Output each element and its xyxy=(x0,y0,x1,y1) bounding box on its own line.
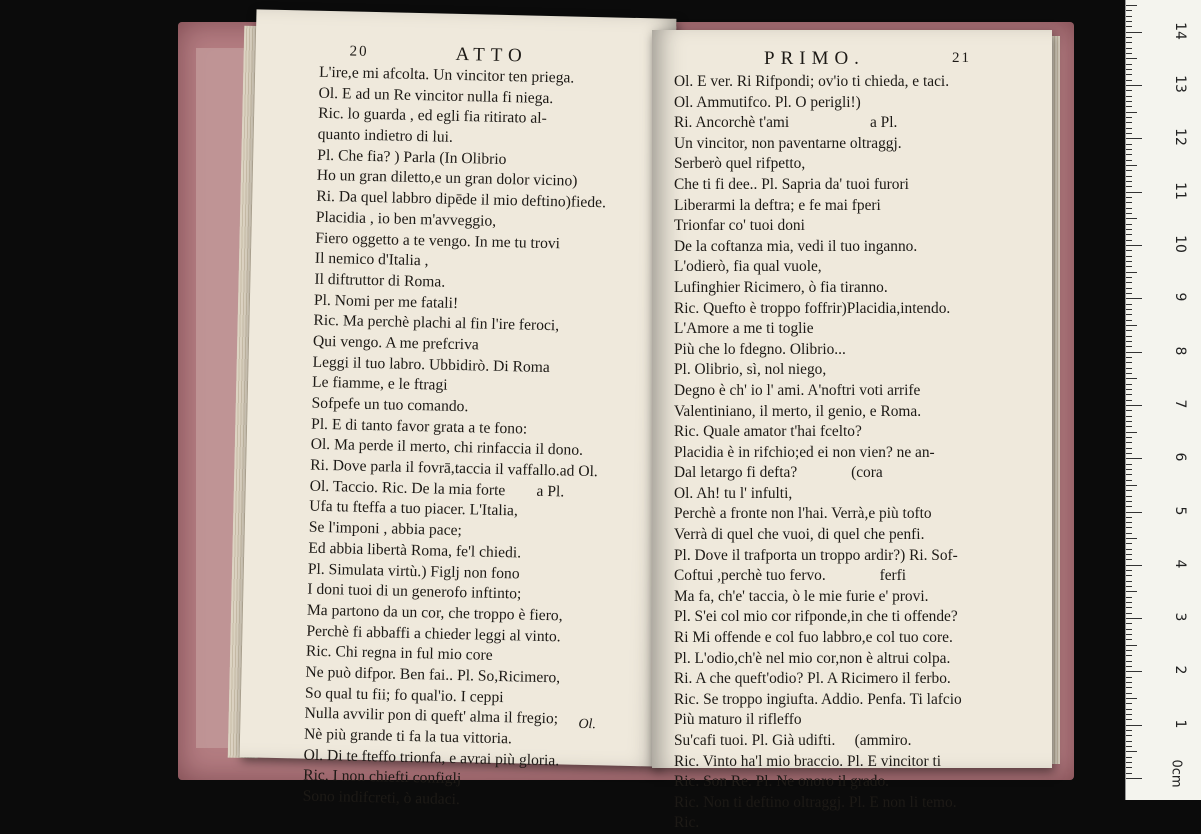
right-page xyxy=(652,30,1052,832)
ruler-tick xyxy=(1126,176,1132,177)
ruler-tick xyxy=(1126,613,1132,614)
ruler-tick xyxy=(1126,522,1132,523)
left-page-line: Pl. Simulata virtù.) Figlj non fono xyxy=(307,560,520,582)
ruler-tick xyxy=(1126,48,1132,49)
ruler-tick xyxy=(1126,181,1132,182)
ruler-tick xyxy=(1126,106,1132,107)
ruler-tick xyxy=(1126,618,1142,619)
right-page-line: Placidia è in rifchio;ed ei non vien? ne an- xyxy=(674,443,935,461)
right-page-line: Ol. Ah! tu l' infulti, xyxy=(674,484,793,502)
ruler-tick xyxy=(1126,570,1132,571)
ruler-number: 3 xyxy=(1172,612,1188,622)
left-page-line: Ri. Dove parla il fovrā,taccia il vaffallo.ad Ol. xyxy=(310,456,598,481)
right-page-line: Ri. A che queft'odio? Pl. A Ricimero il ferbo. xyxy=(674,670,951,688)
ruler-tick xyxy=(1126,448,1132,449)
ruler-tick xyxy=(1126,336,1132,337)
ruler-tick xyxy=(1126,394,1132,395)
ruler-tick xyxy=(1126,277,1132,278)
right-page-line: Dal letargo fi defta? (cora xyxy=(674,464,883,482)
ruler-tick xyxy=(1126,639,1132,640)
ruler-tick xyxy=(1126,58,1137,59)
ruler-tick xyxy=(1126,442,1132,443)
ruler-tick xyxy=(1126,693,1132,694)
ruler-tick xyxy=(1126,586,1132,587)
left-page-line: Ne può difpor. Ben fai.. Pl. So,Ricimero, xyxy=(305,663,561,687)
left-page-line: Ric. I non chiefti configlj xyxy=(302,766,462,788)
ruler-number: 5 xyxy=(1172,506,1188,515)
ruler-tick xyxy=(1126,288,1132,289)
ruler-tick xyxy=(1126,122,1132,123)
right-page-line: Serberò quel rifpetto, xyxy=(674,155,806,173)
right-page-text xyxy=(674,72,1044,834)
ruler-number: 14 xyxy=(1172,21,1188,40)
right-page-line: Ri Mi offende e col fuo labbro,e col tuo core. xyxy=(674,629,953,647)
ruler-tick xyxy=(1126,437,1132,438)
left-page-line: Pl. E di tanto favor grata a te fono: xyxy=(310,415,528,438)
ruler-tick xyxy=(1126,197,1132,198)
ruler-tick xyxy=(1126,757,1132,758)
ruler-tick xyxy=(1126,101,1132,102)
ruler-tick xyxy=(1126,623,1132,624)
ruler-tick xyxy=(1126,533,1132,534)
ruler-tick xyxy=(1126,21,1132,22)
right-page-line: Ric. Non ti deftino oltraggj. Pl. E non li temo. xyxy=(674,793,957,811)
left-page-line: Ol. Ma perde il merto, chi rinfaccia il dono. xyxy=(310,436,584,460)
ruler-tick xyxy=(1126,352,1142,353)
right-page-line: Trionfar co' tuoi doni xyxy=(674,217,805,235)
ruler-tick xyxy=(1126,160,1132,161)
ruler-tick xyxy=(1126,32,1142,33)
ruler-number: 7 xyxy=(1172,399,1188,409)
ruler-tick xyxy=(1126,655,1132,656)
ruler-tick xyxy=(1126,575,1132,576)
left-page-line: Le fiamme, e le ftragi xyxy=(311,374,448,395)
ruler-tick xyxy=(1126,543,1132,544)
ruler-tick xyxy=(1126,767,1132,768)
ruler-tick xyxy=(1126,266,1132,267)
ruler-tick xyxy=(1126,282,1132,283)
ruler-tick xyxy=(1126,581,1132,582)
right-page-line: Più che lo fdegno. Olibrio... xyxy=(674,340,846,358)
left-page-line: I doni tuoi di un generofo inftinto; xyxy=(307,580,522,603)
ruler-tick xyxy=(1126,735,1132,736)
right-page-line: Che ti fi dee.. Pl. Sapria da' tuoi furori xyxy=(674,175,909,193)
right-page-line: Ric. Quale amator t'hai fcelto? xyxy=(674,423,862,441)
left-page-line: Ric. Chi regna in ful mio core xyxy=(305,642,493,665)
ruler-tick xyxy=(1126,480,1132,481)
ruler-tick xyxy=(1126,751,1137,752)
ruler-tick xyxy=(1126,117,1132,118)
ruler-tick xyxy=(1126,298,1142,299)
right-page-line: Su'cafi tuoi. Pl. Già udifti. (ammiro. xyxy=(674,732,912,749)
ruler-tick xyxy=(1126,96,1132,97)
ruler-tick xyxy=(1126,261,1132,262)
right-page-line: Ri. Ancorchè t'ami a Pl. xyxy=(674,114,898,132)
right-page-line: L'odierò, fia qual vuole, xyxy=(674,258,822,276)
left-page-line: quanto indietro di lui. xyxy=(317,125,454,146)
ruler-tick xyxy=(1126,309,1132,310)
ruler-tick xyxy=(1126,42,1132,43)
page-number-right: 21 xyxy=(952,50,971,66)
ruler-tick xyxy=(1126,218,1137,219)
right-page-line: Ric. Quefto è troppo foffrir)Placidia,intendo. xyxy=(674,299,951,317)
right-page-line: Ol. E ver. Ri Rifpondi; ov'io ti chieda, e taci. xyxy=(674,73,950,90)
left-page-line: Ol. Taccio. Ric. De la mia forte a Pl. xyxy=(309,477,565,501)
left-page-line: Sono indifcreti, ò audaci. xyxy=(302,787,461,809)
ruler-tick xyxy=(1126,421,1132,422)
ruler-tick xyxy=(1126,170,1132,171)
ruler-tick xyxy=(1126,320,1132,321)
ruler-unit-label: 0cm xyxy=(1168,759,1184,788)
ruler-number: 13 xyxy=(1172,75,1188,93)
ruler-tick xyxy=(1126,703,1132,704)
ruler-tick xyxy=(1126,368,1132,369)
ruler-tick xyxy=(1126,149,1132,150)
ruler-tick xyxy=(1126,549,1132,550)
ruler-tick xyxy=(1126,26,1132,27)
ruler-tick xyxy=(1126,746,1132,747)
ruler-tick xyxy=(1126,607,1132,608)
ruler-tick xyxy=(1126,458,1142,459)
ruler-tick xyxy=(1126,474,1132,475)
right-page-line: Pl. L'odio,ch'è nel mio cor,non è altrui colpa. xyxy=(674,649,951,667)
ruler-tick xyxy=(1126,346,1132,347)
ruler-number: 10 xyxy=(1172,235,1188,253)
left-page-line: Ma partono da un cor, che troppo è fiero, xyxy=(306,601,563,625)
ruler-tick xyxy=(1126,730,1132,731)
right-page-line: Un vincitor, non paventarne oltraggj. xyxy=(674,134,902,152)
ruler-tick xyxy=(1126,602,1132,603)
running-head-right: PRIMO. xyxy=(764,48,865,69)
ruler-tick xyxy=(1126,597,1132,598)
right-page-line: Valentiniano, il merto, il genio, e Roma. xyxy=(674,402,922,420)
ruler-tick xyxy=(1126,293,1132,294)
ruler-tick xyxy=(1126,250,1132,251)
ruler-number: 6 xyxy=(1172,452,1188,462)
right-page-line: Più maturo il rifleffo xyxy=(674,711,802,729)
ruler-tick xyxy=(1126,341,1132,342)
right-page-line: Ric. Vinto ha'l mio braccio. Pl. E vincitor ti xyxy=(674,752,942,770)
ruler-number: 2 xyxy=(1172,665,1188,675)
ruler-tick xyxy=(1126,634,1132,635)
ruler-tick xyxy=(1126,192,1142,193)
left-page-line: Qui vengo. A me prefcriva xyxy=(312,332,480,354)
ruler-tick xyxy=(1126,682,1132,683)
ruler-tick xyxy=(1126,527,1132,528)
right-page-line: Lufinghier Ricimero, ò fia tiranno. xyxy=(674,278,888,296)
left-page-line: Ol. Di te fteffo trionfa, e avrai più gloria. xyxy=(303,746,560,770)
ruler-tick xyxy=(1126,645,1137,646)
ruler-tick xyxy=(1126,240,1132,241)
left-page-line: Ric. Ma perchè plachi al fin l'ire feroci, xyxy=(313,311,560,335)
ruler-number: 1 xyxy=(1172,719,1188,729)
ruler-tick xyxy=(1126,234,1132,235)
ruler-tick xyxy=(1126,37,1132,38)
right-page-line: Ol. Ammutifco. Pl. O perigli!) xyxy=(674,93,861,111)
ruler-number: 9 xyxy=(1172,292,1188,302)
ruler-tick xyxy=(1126,186,1132,187)
ruler-tick xyxy=(1126,85,1142,86)
ruler-tick xyxy=(1126,416,1132,417)
ruler-tick xyxy=(1126,5,1137,6)
ruler-tick xyxy=(1126,677,1132,678)
ruler-tick xyxy=(1126,144,1132,145)
ruler-tick xyxy=(1126,69,1132,70)
left-page-line: Leggi il tuo labro. Ubbidirò. Di Roma xyxy=(312,353,551,376)
ruler-tick xyxy=(1126,330,1132,331)
right-page-line: Ric. Se troppo ingiufta. Addio. Penfa. Ti lafcio xyxy=(674,690,962,708)
ruler-tick xyxy=(1126,426,1132,427)
ruler-tick xyxy=(1126,208,1132,209)
left-page-line: Ed abbia libertà Roma, fe'l chiedi. xyxy=(308,539,522,562)
ruler-tick xyxy=(1126,554,1132,555)
left-page-line: Fiero oggetto a te vengo. In me tu trovi xyxy=(315,229,561,252)
ruler-tick xyxy=(1126,325,1137,326)
left-page-text xyxy=(302,63,667,815)
ruler-tick xyxy=(1126,762,1132,763)
ruler-number: 4 xyxy=(1172,559,1188,569)
left-page-line: L'ire,e mi afcolta. Un vincitor ten priega. xyxy=(318,63,575,87)
ruler-tick xyxy=(1126,90,1132,91)
ruler-tick xyxy=(1126,741,1132,742)
page-number-left: 20 xyxy=(349,43,369,60)
ruler-tick xyxy=(1126,53,1132,54)
left-page-line: Placidia , io ben m'avveggio, xyxy=(315,208,497,230)
catchword: Ol. xyxy=(578,716,597,733)
ruler-tick xyxy=(1126,202,1132,203)
ruler-tick xyxy=(1126,256,1132,257)
ruler-tick xyxy=(1126,629,1132,630)
ruler-tick xyxy=(1126,165,1137,166)
right-page-line: Verrà di quel che vuoi, di quel che penfi. xyxy=(674,526,925,544)
ruler-number: 11 xyxy=(1172,181,1188,200)
ruler-number: 12 xyxy=(1172,128,1188,147)
ruler-tick xyxy=(1126,304,1132,305)
ruler-tick xyxy=(1126,538,1137,539)
ruler-tick xyxy=(1126,213,1132,214)
ruler-tick xyxy=(1126,671,1142,672)
ruler-tick xyxy=(1126,112,1137,113)
ruler-tick xyxy=(1126,490,1132,491)
ruler-tick xyxy=(1126,453,1132,454)
ruler-tick xyxy=(1126,464,1132,465)
ruler-tick xyxy=(1126,16,1132,17)
ruler-tick xyxy=(1126,80,1132,81)
left-page-line: Nulla avvilir pon di queft' alma il fregio; xyxy=(304,704,559,728)
ruler-tick xyxy=(1126,245,1142,246)
ruler-tick xyxy=(1126,128,1132,129)
right-page-line: Ric. xyxy=(674,814,700,832)
right-page-line: Pl. Dove il trafporta un troppo ardir?) Ri. Sof- xyxy=(674,546,958,564)
ruler-tick xyxy=(1126,591,1137,592)
ruler-tick xyxy=(1126,389,1132,390)
ruler-tick xyxy=(1126,709,1132,710)
ruler-tick xyxy=(1126,506,1132,507)
right-page-line: L'Amore a me ti toglie xyxy=(674,320,814,338)
ruler-tick xyxy=(1126,666,1132,667)
ruler-tick xyxy=(1126,719,1132,720)
ruler-tick xyxy=(1126,410,1132,411)
left-page xyxy=(240,9,677,809)
running-head-left: ATTO xyxy=(455,43,529,67)
left-page-line: Pl. Che fia? ) Parla (In Olibrio xyxy=(317,146,507,168)
right-page-line: Pl. Olibrio, sì, nol niego, xyxy=(674,361,827,379)
left-page-line: Ric. lo guarda , ed egli fia ritirato al- xyxy=(317,105,547,128)
ruler-tick xyxy=(1126,154,1132,155)
left-page-line: Ho un gran diletto,e un gran dolor vicino) xyxy=(316,167,578,191)
ruler-tick xyxy=(1126,773,1132,774)
ruler-tick xyxy=(1126,559,1132,560)
left-page-line: Se l'imponi , abbia pace; xyxy=(308,518,463,540)
left-page-line: Pl. Nomi per me fatali! xyxy=(313,291,459,312)
ruler-tick xyxy=(1126,229,1132,230)
ruler-tick xyxy=(1126,501,1132,502)
left-page-line: Ufa tu fteffa a tuo piacer. L'Italia, xyxy=(309,498,519,520)
left-page-line: Ol. E ad un Re vincitor nulla fi niega. xyxy=(318,84,554,107)
ruler-tick xyxy=(1126,272,1137,273)
ruler-tick xyxy=(1126,384,1132,385)
ruler-tick xyxy=(1126,512,1142,513)
left-page-line: Il nemico d'Italia , xyxy=(314,249,429,270)
ruler-tick xyxy=(1126,224,1132,225)
ruler-tick xyxy=(1126,74,1132,75)
ruler-tick xyxy=(1126,362,1132,363)
left-page-line: Sofpefe un tuo comando. xyxy=(311,394,469,416)
ruler-tick xyxy=(1126,378,1137,379)
left-page-line: Il diftruttor di Roma. xyxy=(314,270,446,291)
ruler-number: 8 xyxy=(1172,346,1188,356)
right-page-line: Pl. S'ei col mio cor rifponde,in che ti offende? xyxy=(674,608,958,626)
ruler-tick xyxy=(1126,432,1137,433)
ruler-tick xyxy=(1126,725,1142,726)
ruler-tick xyxy=(1126,314,1132,315)
right-page-line: Ma fa, ch'e' taccia, ò le mie furie e' provi. xyxy=(674,587,929,605)
ruler-tick xyxy=(1126,133,1132,134)
ruler-tick xyxy=(1126,10,1132,11)
ruler-tick xyxy=(1126,64,1132,65)
right-page-line: De la coftanza mia, vedi il tuo inganno. xyxy=(674,237,918,255)
left-page-line: Perchè fi abbaffi a chieder leggi al vinto. xyxy=(306,622,561,645)
ruler-tick xyxy=(1126,405,1142,406)
ruler-tick xyxy=(1126,485,1137,486)
right-page-header xyxy=(652,48,1052,72)
ruler-tick xyxy=(1126,496,1132,497)
ruler-tick xyxy=(1126,698,1137,699)
ruler-tick xyxy=(1126,650,1132,651)
left-page-line: Ri. Da quel labbro dipēde il mio deftino)fiede. xyxy=(316,187,607,212)
ruler-tick xyxy=(1126,400,1132,401)
right-page-line: Perchè a fronte non l'hai. Verrà,e più tofto xyxy=(674,505,932,523)
ruler-tick xyxy=(1126,714,1132,715)
right-page-line: Degno è ch' io l' ami. A'noftri voti arrife xyxy=(674,381,921,399)
ruler-tick xyxy=(1126,469,1132,470)
measurement-ruler xyxy=(1125,0,1201,800)
ruler-tick xyxy=(1126,565,1142,566)
ruler-tick xyxy=(1126,661,1132,662)
right-page-line: Ric. Son Re. Pl. Ne onoro il grado. xyxy=(674,773,890,791)
right-page-line: Liberarmi la deftra; e fe mai fperi xyxy=(674,196,881,214)
ruler-tick xyxy=(1126,778,1142,779)
right-page-line: Coftui ,perchè tuo fervo. ferfi xyxy=(674,567,907,585)
ruler-tick xyxy=(1126,517,1132,518)
left-page-line: Nè più grande ti fa la tua vittoria. xyxy=(303,725,513,748)
ruler-tick xyxy=(1126,357,1132,358)
ruler-tick xyxy=(1126,687,1132,688)
left-page-line: So qual tu fii; fo qual'io. I ceppi xyxy=(304,684,504,706)
ruler-tick xyxy=(1126,138,1142,139)
ruler-tick xyxy=(1126,373,1132,374)
